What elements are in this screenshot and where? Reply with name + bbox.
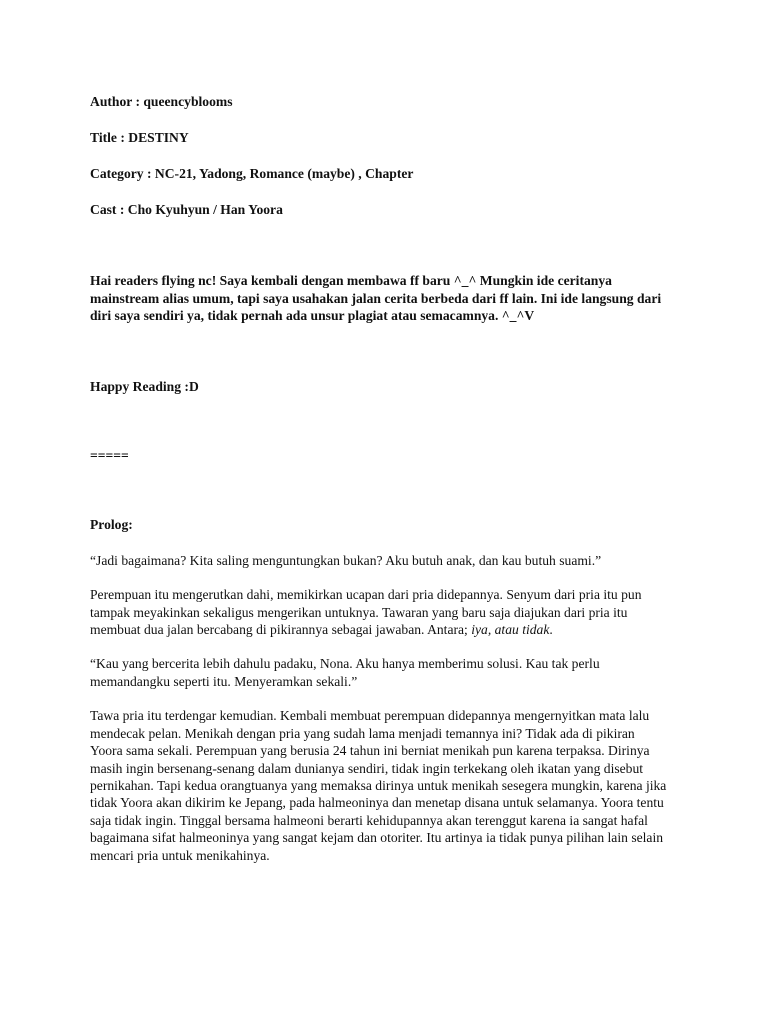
title-line: Title : DESTINY: [90, 130, 189, 145]
separator-line: =====: [90, 448, 129, 464]
author-line: Author : queencyblooms: [90, 94, 233, 109]
prolog-paragraph-2-italic: iya, atau tidak: [471, 622, 550, 638]
prolog-heading: Prolog:: [90, 517, 133, 533]
happy-reading-line: Happy Reading :D: [90, 378, 199, 394]
cast-line: Cast : Cho Kyuhyun / Han Yoora: [90, 202, 283, 217]
prolog-paragraph-3: “Kau yang bercerita lebih dahulu padaku, Nona. Aku hanya memberimu solusi. Kau tak perlu memandangku seperti itu. Menyeramkan sekali.”: [90, 656, 600, 689]
prolog-paragraph-2: [90, 586, 670, 638]
intro-paragraph: Hai readers flying nc! Saya kembali dengan membawa ff baru ^_^ Mungkin ide ceritanya mainstream alias umum, tapi saya usahakan jalan cerita berbeda dari ff lain. Ini ide langsung dari diri saya sendiri ya, tidak pernah ada unsur plagiat atau semacamnya. ^_^V: [90, 273, 662, 324]
prolog-paragraph-2-main: Perempuan itu mengerutkan dahi, memikirkan ucapan dari pria didepannya. Senyum dari pria itu pun tampak meyakinkan sekaligus mengerikan untuknya. Tawaran yang baru saja diajukan dari pria itu membuat dua jalan bercabang di pikirannya sebagai jawaban. Antara;: [90, 587, 642, 638]
prolog-paragraph-4: Tawa pria itu terdengar kemudian. Kembali membuat perempuan didepannya mengernyitkan mata lalu mendecak pelan. Menikah dengan pria yang sudah lama menjadi temannya ini? Tidak ada di pikiran Yoora sama sekali. Perempuan yang berusia 24 tahun ini berniat menikah pun karena terpaksa. Dirinya masih ingin bersenang-senang dalam dunianya sendiri, tidak ingin terkekang oleh ikatan yang disebut pernikahan. Tapi kedua orangtuanya yang memaksa dirinya untuk menikah sesegera mungkin, karena jika tidak Yoora akan dikirim ke Jepang, pada halmeoninya dan menetap disana untuk selamanya. Yoora tentu saja tidak ingin. Tinggal bersama halmeoni berarti kehidupannya akan terenggut karena ia sangat hafal bagaimana sifat halmeoninya yang sangat kejam dan otoriter. Itu artinya ia tidak punya pilihan lain selain mencari pria untuk menikahinya.: [90, 708, 667, 863]
prolog-paragraph-1: “Jadi bagaimana? Kita saling menguntungkan bukan? Aku butuh anak, dan kau butuh suami.”: [90, 552, 602, 568]
prolog-paragraph-2-end: .: [549, 622, 553, 638]
category-line: Category : NC-21, Yadong, Romance (maybe) , Chapter: [90, 166, 414, 181]
document-content: [90, 93, 670, 881]
